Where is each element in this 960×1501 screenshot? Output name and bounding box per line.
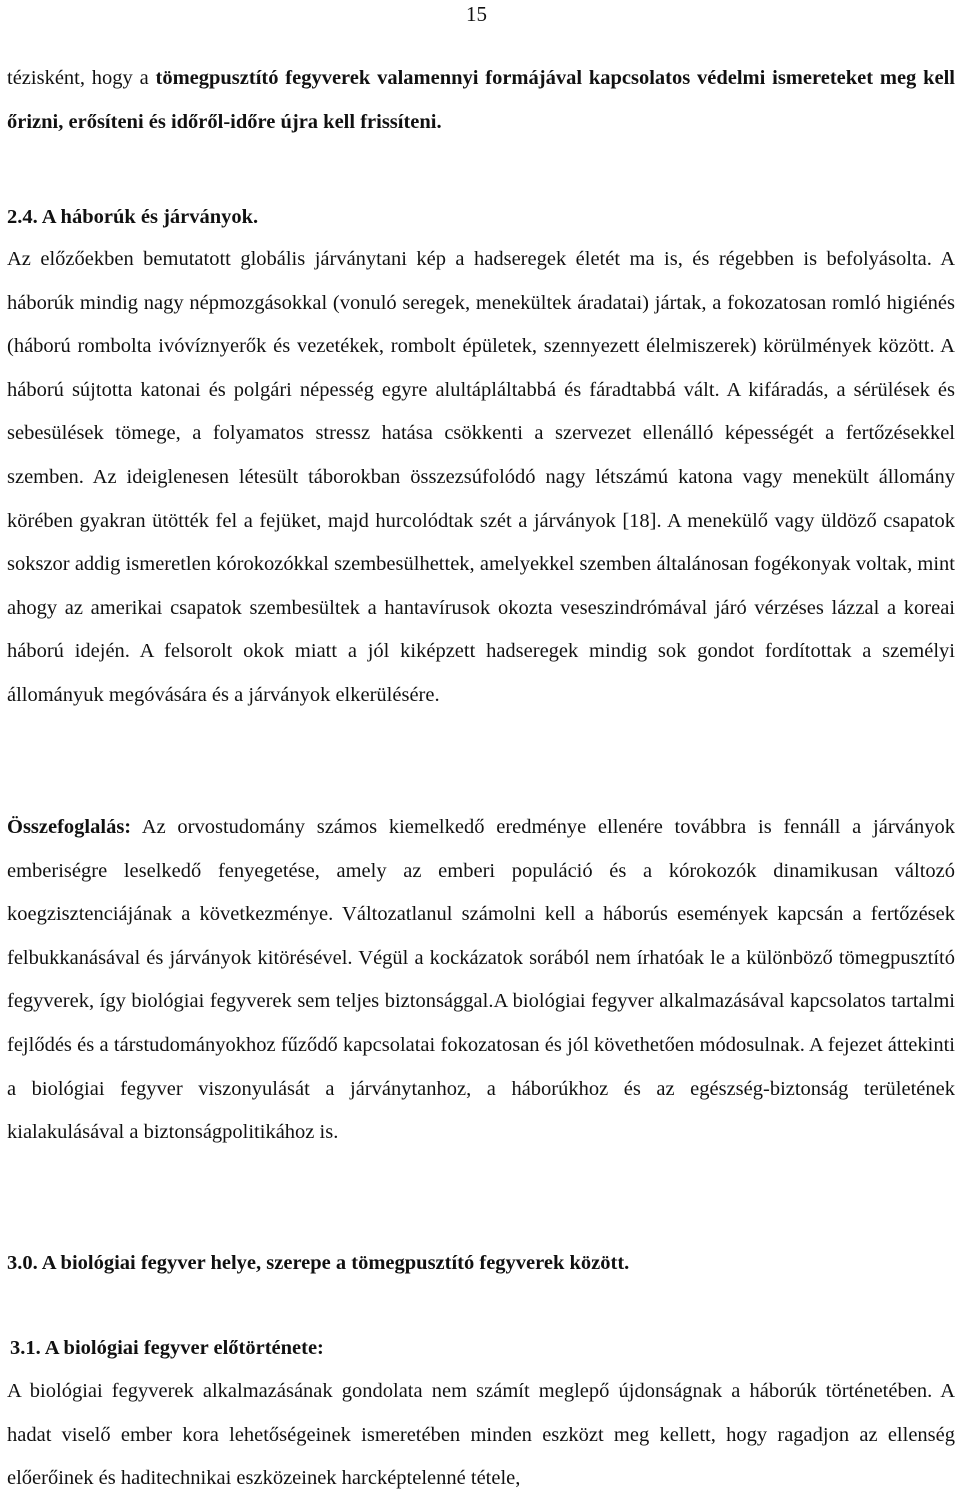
intro-paragraph: [7, 57, 955, 144]
section-3-1-heading: 3.1. A biológiai fegyver előtörténete:: [10, 1337, 324, 1359]
summary-paragraph: [7, 806, 955, 1155]
summary-label: Összefoglalás:: [7, 816, 132, 838]
intro-text: tézisként, hogy a: [7, 67, 156, 89]
section-3-0-heading: 3.0. A biológiai fegyver helye, szerepe a tömegpusztító fegyverek között.: [7, 1252, 630, 1274]
section-2-4-body: Az előzőekben bemutatott globális járványtani kép a hadseregek életét ma is, és régebben is befolyásolta. A háborúk mindig nagy népmozgásokkal (vonuló seregek, menekültek áradatai) jártak, a fokozatosan romló higiénés (háború rombolta ivóvíznyerők és vezetékek, rombolt épületek, szennyezett élelmiszerek) körülmények között. A háború sújtotta katonai és polgári népesség egyre alultápláltabbá és fáradtabbá vált. A kifáradás, a sérülések és sebesülések tömege, a folyamatos stressz hatása csökkenti a szervezet ellenálló képességét a fertőzésekkel szemben. Az ideiglenesen létesült táborokban összezsúfolódó nagy létszámú katona vagy menekült állomány körében gyakran ütötték fel a fejüket, majd hurcolódtak szét a járványok [18]. A menekülő vagy üldöző csapatok sokszor addig ismeretlen kórokozókkal szembesülhettek, amelyekkel szemben általánosan fogékonyak voltak, mint ahogy az amerikai csapatok szembesültek a hantavírusok okozta veseszindrómával járó vérzéses lázzal a koreai háború idején. A felsorolt okok miatt a jól kiképzett hadseregek mindig sok gondot fordítottak a személyi állományuk megóvására és a járványok elkerülésére.: [7, 248, 955, 706]
summary-body: Az orvostudomány számos kiemelkedő eredménye ellenére továbbra is fennáll a járványok emberiségre leselkedő fenyegetése, amely az emberi populáció és a kórokozók dinamikusan változó koegzisztenciájának a következménye. Változatlanul számolni kell a háborús események kapcsán a fertőzések felbukkanásával és járványok kitörésével. Végül a kockázatok sorából nem írhatóak le a különböző tömegpusztító fegyverek, így biológiai fegyverek sem teljes biztonsággal.A biológiai fegyver alkalmazásával kapcsolatos tartalmi fejlődés és a társtudományokhoz fűződő kapcsolatai fokozatosan és jól követhetően módosulnak. A fejezet áttekinti a biológiai fegyver viszonyulását a járványtanhoz, a háborúkhoz és az egészség-biztonság területének kialakulásával a biztonságpolitikához is.: [7, 816, 955, 1144]
section-2-4-heading: 2.4. A háborúk és járványok.: [7, 206, 259, 228]
section-3-1-body: A biológiai fegyverek alkalmazásának gondolata nem számít meglepő újdonságnak a háborúk történetében. A hadat viselő ember kora lehetőségeinek ismeretében minden eszközt meg kellett, hogy ragadjon az ellenség előerőinek és haditechnikai eszközeinek harcképtelenné tétele,: [7, 1380, 955, 1490]
page-number: 15: [466, 2, 487, 26]
intro-bold-text: tömegpusztító fegyverek valamennyi formájával kapcsolatos védelmi ismereteket meg kell őrizni, erősíteni és időről-időre újra kell frissíteni.: [7, 67, 955, 133]
